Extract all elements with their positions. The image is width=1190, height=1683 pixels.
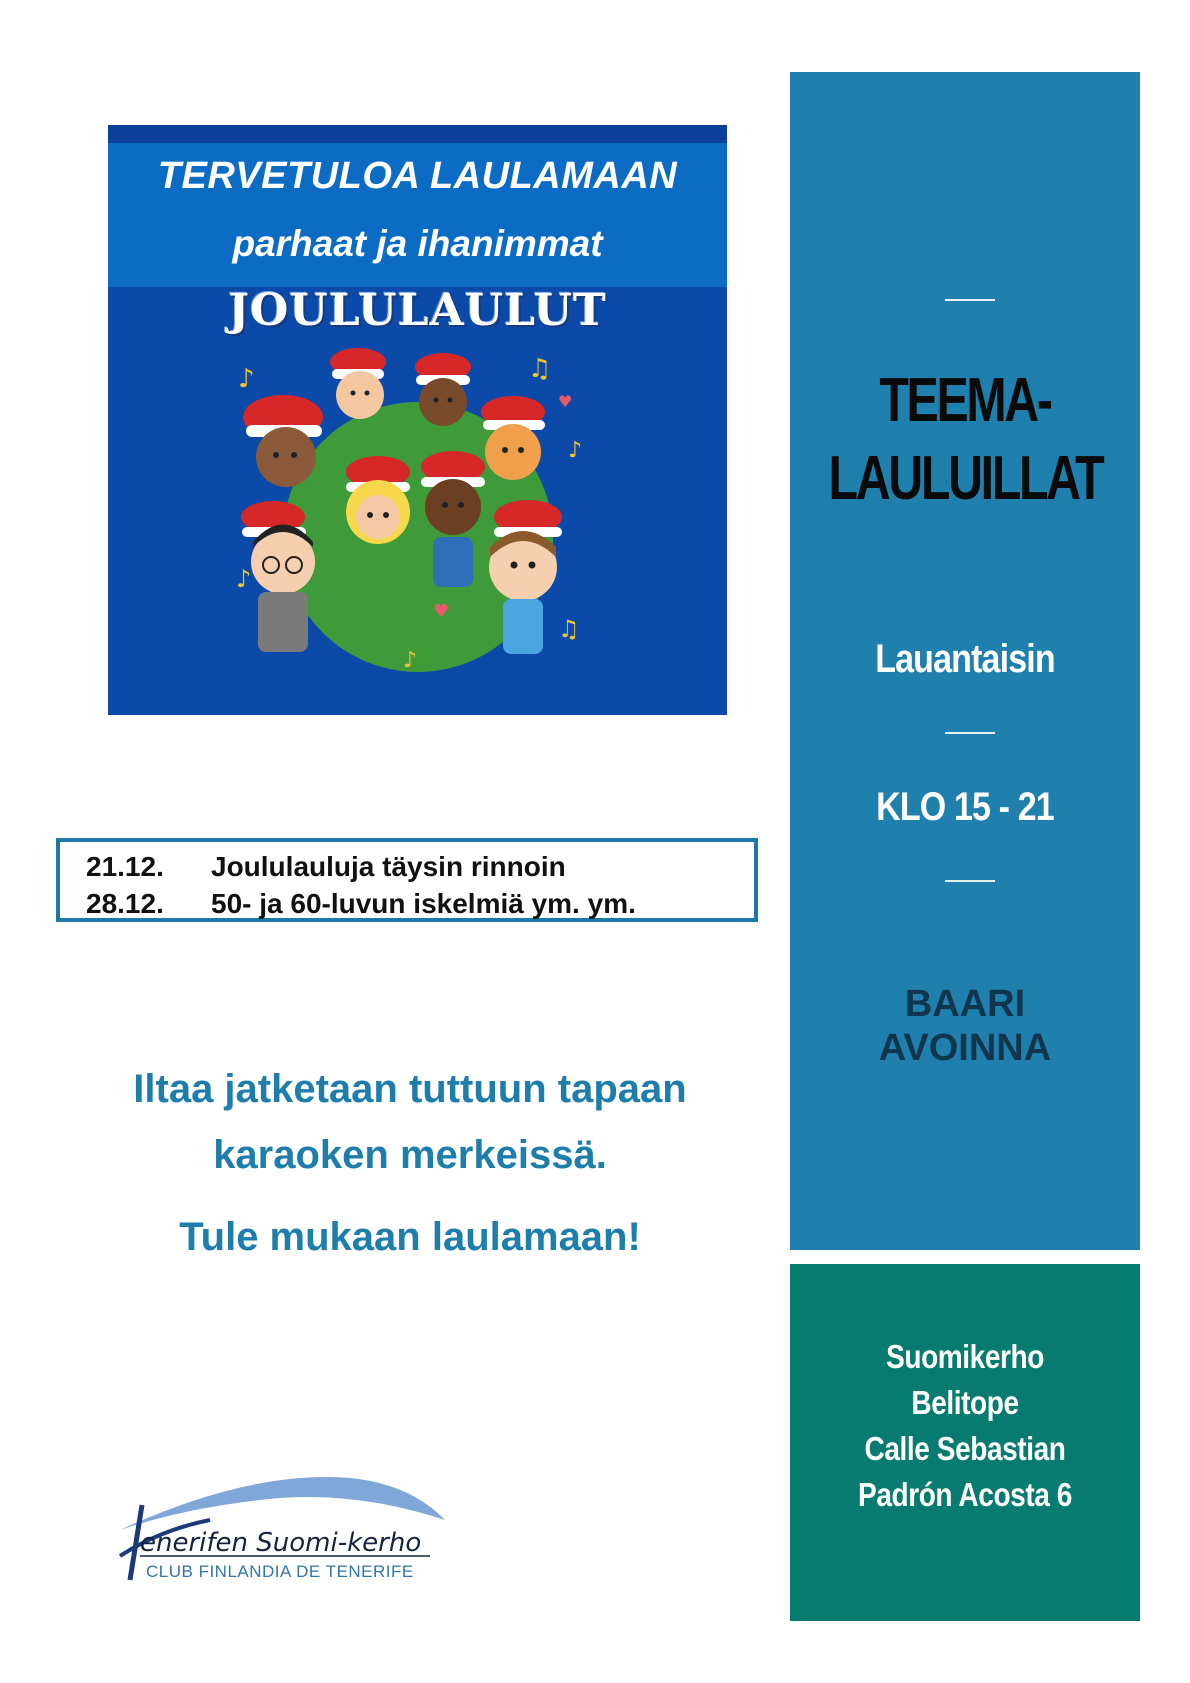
svg-text:♫: ♫ [528,354,552,384]
schedule-row [86,885,754,922]
address-line-4: Padrón Acosta 6 [858,1476,1072,1513]
poster-header [108,143,727,287]
divider [945,299,995,301]
schedule-box [56,838,758,922]
schedule-date: 28.12. [86,888,164,919]
info-line-3: Tule mukaan laulamaan! [179,1215,641,1259]
side-heading-line-2: LAULUILLAT [828,444,1103,513]
schedule-row [86,848,754,885]
side-heading-line-1: TEEMA- [879,366,1051,435]
svg-text:♪: ♪ [568,438,583,463]
address-panel [790,1264,1140,1621]
divider [945,732,995,734]
svg-text:♫: ♫ [558,615,580,643]
side-day: Lauantaisin [875,637,1055,681]
address-line-3: Calle Sebastian [864,1430,1066,1467]
poster-big-word: JOULULAULUT [228,285,607,336]
poster-subtitle: parhaat ja ihanimmat [232,223,603,264]
schedule-text: 50- ja 60-luvun iskelmiä ym. ym. [211,888,636,919]
svg-text:♥: ♥ [433,601,450,622]
logo-name: enerifen Suomi-kerho [140,1528,422,1558]
info-line-2: karaoken merkeissä. [213,1133,607,1177]
poster-image [108,125,727,715]
schedule-text: Joululauluja täysin rinnoin [211,851,566,882]
svg-text:♪: ♪ [403,648,418,673]
side-bar-line-2: AVOINNA [878,1027,1052,1069]
poster-title: TERVETULOA LAULAMAAN [157,155,678,197]
christmas-kids-illustration [228,347,608,707]
schedule-date: 21.12. [86,851,164,882]
side-info-panel [790,72,1140,1250]
side-heading [829,362,1102,518]
svg-text:♪: ♪ [236,565,252,593]
address-line-1: Suomikerho [886,1338,1044,1375]
svg-text:♥: ♥ [558,392,573,411]
info-line-1: Iltaa jatketaan tuttuun tapaan [133,1067,687,1111]
side-bar-line-1: BAARI [904,983,1026,1025]
club-logo [100,1470,460,1585]
divider [945,880,995,882]
side-bar-notice [790,982,1140,1070]
side-time: KLO 15 - 21 [876,785,1054,829]
address-line-2: Belitope [911,1384,1019,1421]
svg-text:♪: ♪ [238,364,255,394]
poster-top-band [108,125,727,143]
logo-caption: CLUB FINLANDIA DE TENERIFE [146,1562,414,1581]
